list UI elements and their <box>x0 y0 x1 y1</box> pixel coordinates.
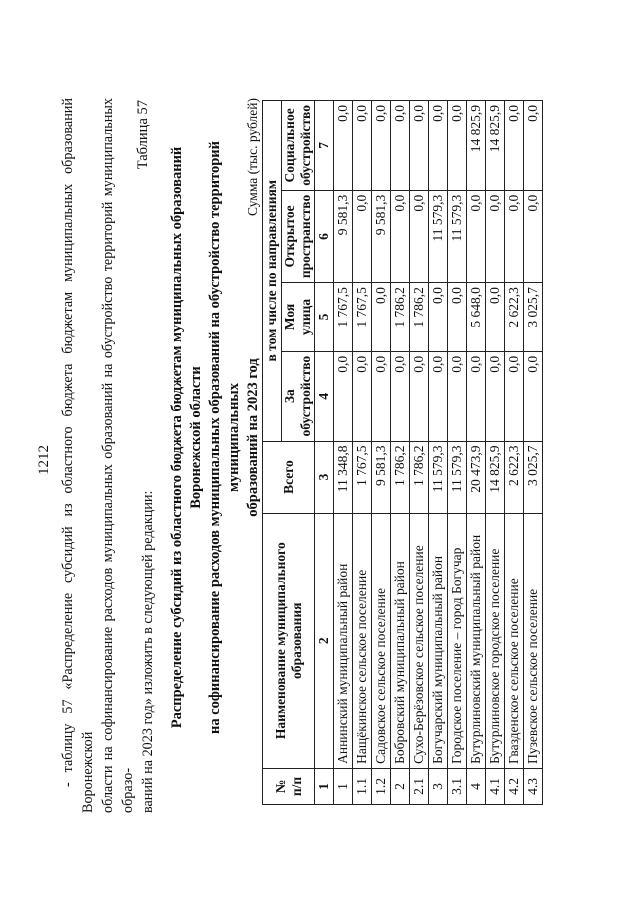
subsidy-table <box>262 100 543 805</box>
cell-dir1: 0,0 <box>372 351 391 441</box>
cell-dir1: 0,0 <box>334 351 353 441</box>
table-row <box>372 101 391 805</box>
cell-total: 2 622,3 <box>505 441 524 513</box>
cell-num: 2.1 <box>410 768 429 804</box>
cell-dir1: 0,0 <box>391 351 410 441</box>
table-title <box>168 130 263 745</box>
cell-total: 1 786,2 <box>410 441 429 513</box>
col-number: 2 <box>315 513 334 768</box>
title-line-1: Распределение субсидий из областного бюджета бюджетам муниципальных образований Воронежской области <box>169 146 204 729</box>
cell-dir3: 0,0 <box>524 190 543 282</box>
cell-num: 4 <box>467 768 486 804</box>
table-row <box>505 101 524 805</box>
col-number: 4 <box>315 351 334 441</box>
cell-name: Бобровский муниципальный район <box>391 513 410 768</box>
cell-dir3: 0,0 <box>410 190 429 282</box>
table-row <box>334 101 353 805</box>
cell-num: 1.1 <box>353 768 372 804</box>
cell-total: 11 348,8 <box>334 441 353 513</box>
table-row <box>448 101 467 805</box>
title-line-3: образований на 2023 год <box>245 358 261 517</box>
page-number: 1212 <box>36 445 52 475</box>
cell-num: 4.2 <box>505 768 524 804</box>
col-number: 3 <box>315 441 334 513</box>
cell-num: 3 <box>429 768 448 804</box>
cell-name: Бутурлиновское городское поселение <box>486 513 505 768</box>
table-row <box>391 101 410 805</box>
cell-name: Аннинский муниципальный район <box>334 513 353 768</box>
unit-note: Сумма (тыс. рублей) <box>245 98 260 216</box>
cell-dir3: 9 581,3 <box>372 190 391 282</box>
cell-name: Гвазденское сельское поселение <box>505 513 524 768</box>
cell-dir2: 5 648,0 <box>467 283 486 352</box>
cell-total: 20 473,9 <box>467 441 486 513</box>
cell-dir1: 0,0 <box>486 351 505 441</box>
table-label: Таблица 57 <box>135 100 151 170</box>
cell-dir1: 0,0 <box>505 351 524 441</box>
cell-num: 4.1 <box>486 768 505 804</box>
intro-line-1: - таблицу 57 «Распределение субсидий из областного бюджета бюджетам муниципальных образований Воронежской <box>60 98 96 813</box>
cell-dir4: 0,0 <box>524 101 543 191</box>
table-row <box>486 101 505 805</box>
cell-dir1: 0,0 <box>524 351 543 441</box>
header-num: № п/п <box>263 768 315 804</box>
cell-total: 11 579,3 <box>429 441 448 513</box>
cell-dir3: 0,0 <box>391 190 410 282</box>
cell-total: 9 581,3 <box>372 441 391 513</box>
cell-dir2: 0,0 <box>372 283 391 352</box>
intro-line-2: области на софинансирование расходов муниципальных образований на обустройство территорий муниципальных образо- <box>100 98 136 813</box>
cell-dir4: 14 825,9 <box>467 101 486 191</box>
table-row <box>467 101 486 805</box>
cell-num: 1 <box>334 768 353 804</box>
cell-dir2: 0,0 <box>486 283 505 352</box>
cell-total: 14 825,9 <box>486 441 505 513</box>
cell-dir2: 1 767,5 <box>334 283 353 352</box>
cell-name: Городское поселение – город Богучар <box>448 513 467 768</box>
header-dir3: Открытое пространство <box>282 190 315 282</box>
cell-dir4: 14 825,9 <box>486 101 505 191</box>
header-dir4: Социальное обустройство <box>282 101 315 191</box>
cell-dir1: 0,0 <box>467 351 486 441</box>
cell-dir4: 0,0 <box>334 101 353 191</box>
cell-name: Пузевское сельское поселение <box>524 513 543 768</box>
cell-dir2: 0,0 <box>429 283 448 352</box>
cell-num: 2 <box>391 768 410 804</box>
cell-dir1: 0,0 <box>410 351 429 441</box>
cell-name: Бутурлиновский муниципальный район <box>467 513 486 768</box>
cell-dir3: 11 579,3 <box>448 190 467 282</box>
cell-name: Садовское сельское поселение <box>372 513 391 768</box>
header-total: Всего <box>263 441 315 513</box>
cell-dir4: 0,0 <box>353 101 372 191</box>
cell-dir2: 1 786,2 <box>410 283 429 352</box>
intro-paragraph <box>58 98 158 813</box>
header-name: Наименование муниципального образования <box>263 513 315 768</box>
cell-dir2: 3 025,7 <box>524 283 543 352</box>
cell-num: 4.3 <box>524 768 543 804</box>
cell-dir3: 0,0 <box>505 190 524 282</box>
cell-dir4: 0,0 <box>429 101 448 191</box>
cell-dir4: 0,0 <box>505 101 524 191</box>
cell-dir1: 0,0 <box>448 351 467 441</box>
cell-dir3: 0,0 <box>486 190 505 282</box>
cell-total: 1 767,5 <box>353 441 372 513</box>
col-number: 1 <box>315 768 334 804</box>
cell-dir4: 0,0 <box>410 101 429 191</box>
table-row <box>410 101 429 805</box>
cell-total: 3 025,7 <box>524 441 543 513</box>
col-number: 5 <box>315 283 334 352</box>
cell-name: Нащёкинское сельское поселение <box>353 513 372 768</box>
cell-dir4: 0,0 <box>372 101 391 191</box>
intro-line-3: ваний на 2023 год» изложить в следующей редакции: <box>140 490 156 813</box>
cell-name: Сухо-Берёзовское сельское поселение <box>410 513 429 768</box>
header-dir2: Моя улица <box>282 283 315 352</box>
cell-dir3: 0,0 <box>353 190 372 282</box>
cell-name: Богучарский муниципальный район <box>429 513 448 768</box>
cell-dir2: 0,0 <box>448 283 467 352</box>
header-dir1: За обустройство <box>282 351 315 441</box>
cell-num: 3.1 <box>448 768 467 804</box>
cell-dir3: 0,0 <box>467 190 486 282</box>
cell-dir4: 0,0 <box>448 101 467 191</box>
cell-dir3: 11 579,3 <box>429 190 448 282</box>
col-number: 6 <box>315 190 334 282</box>
title-line-2: на софинансирование расходов муниципальных образований на обустройство территорий муниципальных <box>207 141 242 735</box>
table-row <box>524 101 543 805</box>
cell-dir1: 0,0 <box>429 351 448 441</box>
cell-total: 1 786,2 <box>391 441 410 513</box>
cell-dir2: 1 786,2 <box>391 283 410 352</box>
cell-num: 1.2 <box>372 768 391 804</box>
table-row <box>429 101 448 805</box>
cell-dir2: 1 767,5 <box>353 283 372 352</box>
cell-dir1: 0,0 <box>353 351 372 441</box>
cell-dir4: 0,0 <box>391 101 410 191</box>
cell-total: 11 579,3 <box>448 441 467 513</box>
header-group: в том числе по направлениям <box>263 101 282 442</box>
cell-dir2: 2 622,3 <box>505 283 524 352</box>
table-row <box>353 101 372 805</box>
col-number: 7 <box>315 101 334 191</box>
cell-dir3: 9 581,3 <box>334 190 353 282</box>
